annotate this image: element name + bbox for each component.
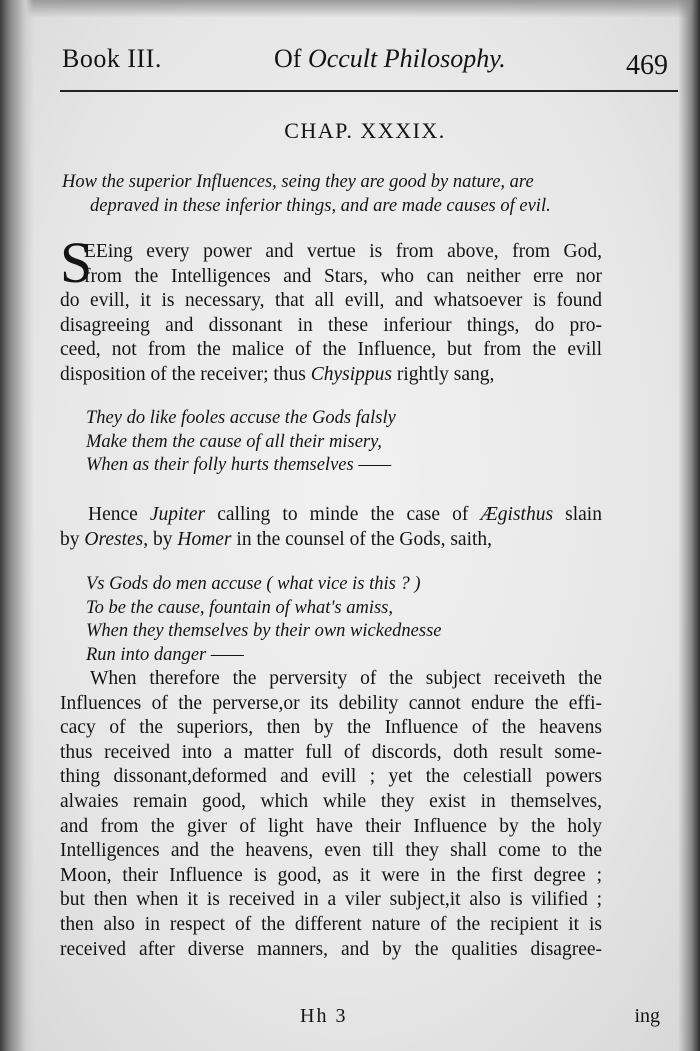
drop-cap: S: [60, 230, 93, 295]
verse-line: Vs Gods do men accuse ( what vice is this ? ): [86, 574, 421, 594]
verse-line: They do like fooles accuse the Gods falsly: [86, 408, 396, 428]
paragraph-line: ceed, not from the malice of the Influence, but from the evill: [60, 339, 602, 361]
running-head: [60, 38, 678, 92]
catchword: ing: [634, 1005, 660, 1027]
paragraph-line: [60, 528, 602, 553]
text-run: calling to minde the case of: [205, 504, 481, 525]
paragraph-1: [60, 230, 602, 388]
page-right-edge: [678, 0, 700, 1051]
paragraph-line: [60, 363, 602, 388]
paragraph-line: EEing every power and vertue is from above, from God,: [84, 241, 602, 262]
paragraph-line: then also in respect of the different nature of the recipient it is: [60, 913, 602, 935]
paragraph-line: do evill, it is necessary, that all evill, and whatsoever is found: [60, 290, 602, 312]
paragraph-line-tail: rightly sang,: [392, 363, 495, 385]
homer-name: Homer: [177, 528, 232, 550]
paragraph-2: [60, 503, 602, 552]
chapter-title: CHAP. XXXIX.: [284, 118, 446, 143]
running-head-title-prefix: Of: [274, 44, 302, 73]
paragraph-line: Influences of the perverse,or its debility cannot endure the effi-: [60, 692, 602, 714]
page-footer: [0, 1005, 700, 1035]
paragraph-line: received after diverse manners, and by the qualities disagree-: [60, 938, 602, 960]
paragraph-line: Moon, their Influence is good, as it were in the first degree ;: [60, 864, 602, 886]
verse-quote-2: [86, 573, 586, 667]
chapter-argument: [62, 170, 602, 218]
verse-line: Run into danger ——: [86, 644, 244, 665]
paragraph-line: and from the giver of light have their Influence by the holy: [60, 815, 602, 837]
paragraph-line: cacy of the superiors, then by the Influence of the heavens: [60, 717, 602, 739]
orestes-name: Orestes: [84, 528, 144, 550]
chrysippus-name: Chysippus: [310, 363, 393, 385]
signature-mark: Hh 3: [300, 1005, 348, 1027]
text-run: by: [60, 528, 85, 550]
paragraph-line: disagreeing and dissonant in these inferiour things, do pro-: [60, 314, 602, 336]
jupiter-name: Jupiter: [149, 504, 206, 525]
page-number: 469: [626, 50, 668, 81]
verse-line: When they themselves by their own wickednesse: [86, 621, 442, 641]
page-top-shadow: [0, 0, 700, 18]
paragraph-line: but then when it is received in a viler subject,it also is vilified ;: [60, 889, 602, 911]
paragraph-line: thus received into a matter full of discords, doth result some-: [60, 741, 602, 763]
verse-quote-1: [86, 407, 586, 478]
paragraph-line: alwaies remain good, which while they exist in themselves,: [60, 790, 602, 812]
verse-line: To be the cause, fountain of what's amiss,: [86, 597, 393, 618]
paragraph-line: [60, 503, 602, 528]
verse-line: When as their folly hurts themselves ——: [86, 455, 392, 475]
paragraph-3: [60, 667, 602, 962]
running-head-title-italic: Occult Philosophy.: [307, 44, 506, 73]
page-gutter-shadow: [0, 0, 34, 1051]
text-run: slain: [553, 504, 602, 525]
paragraph-line: thing dissonant,deformed and evill ; yet the celestiall powers: [60, 766, 602, 788]
paragraph-line: When therefore the perversity of the subject receiveth the: [90, 668, 602, 689]
argument-line: How the superior Influences, seing they are good by nature, are: [62, 172, 534, 192]
aegisthus-name: Ægisthus: [480, 504, 554, 525]
text-run: , by: [143, 528, 178, 550]
running-head-book: Book III.: [62, 44, 162, 73]
text-run: in the counsel of the Gods, saith,: [231, 528, 493, 550]
verse-line: Make them the cause of all their misery,: [86, 431, 382, 452]
paragraph-line: from the Intelligences and Stars, who can neither erre nor: [84, 265, 602, 287]
argument-line: depraved in these inferior things, and are made causes of evil.: [90, 196, 551, 216]
paragraph-line: Intelligences and the heavens, even till they shall come to the: [60, 840, 602, 862]
paragraph-line-text: disposition of the receiver; thus: [60, 363, 311, 385]
running-head-title: [274, 44, 506, 74]
text-run: Hence: [88, 504, 150, 525]
